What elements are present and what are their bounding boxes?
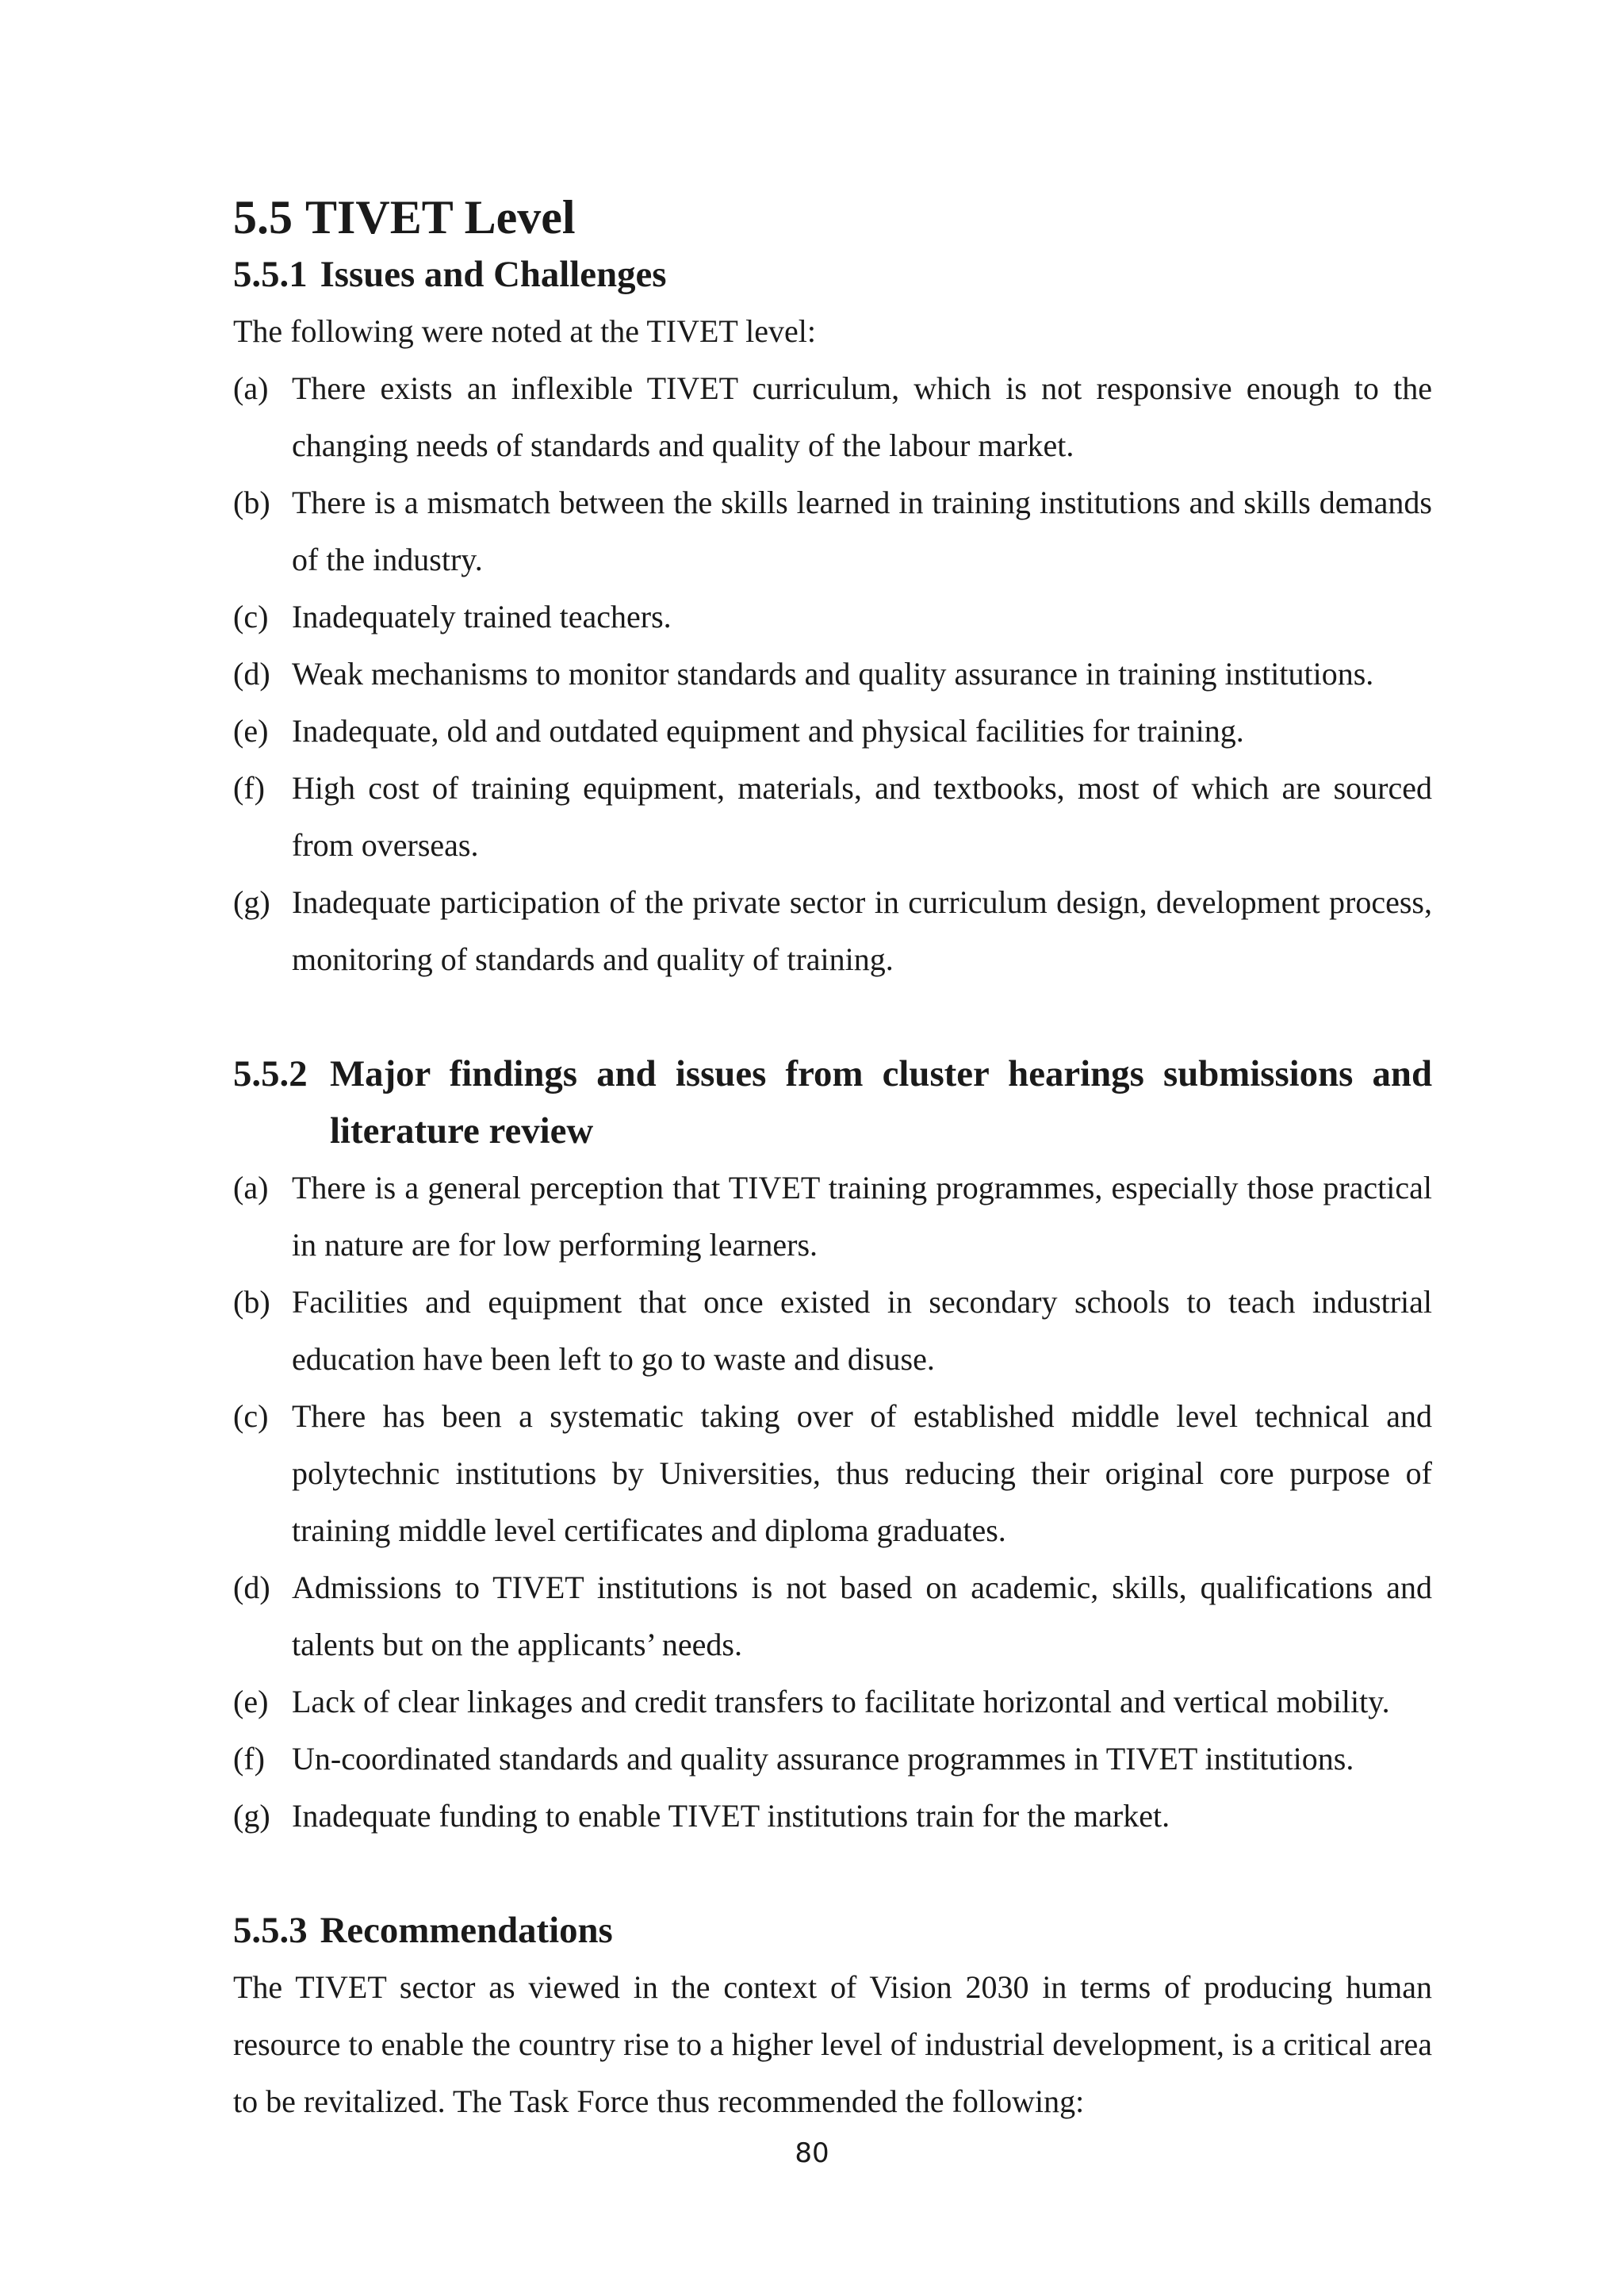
- list-marker: (a): [233, 1170, 269, 1205]
- list-item-text: Inadequate, old and outdated equipment and physical facilities for training.: [292, 713, 1244, 749]
- list-item: [233, 646, 1432, 703]
- list-item: [233, 1559, 1432, 1673]
- list-item-text: Lack of clear linkages and credit transfers to facilitate horizontal and vertical mobility.: [292, 1684, 1390, 1719]
- list-marker: (c): [233, 599, 269, 634]
- findings-list: [233, 1159, 1432, 1845]
- list-item: [233, 703, 1432, 760]
- subsection-3-title: Recommendations: [320, 1910, 613, 1951]
- issues-list: [233, 360, 1432, 988]
- subsection-1-intro: The following were noted at the TIVET level:: [233, 313, 816, 349]
- section-heading: [233, 189, 1432, 246]
- list-item-text: There has been a systematic taking over of established middle level technical and polytechnic institutions by Universities, thus reducing their original core purpose of training middle level certificates and diploma graduates.: [292, 1398, 1432, 1548]
- list-item-text: High cost of training equipment, materials, and textbooks, most of which are sourced from overseas.: [292, 770, 1432, 863]
- list-item: [233, 588, 1432, 646]
- list-marker: (a): [233, 370, 269, 406]
- recommendations-paragraph: The TIVET sector as viewed in the context of Vision 2030 in terms of producing human resource to enable the country rise to a higher level of industrial development, is a critical area to be revitalized. The Task Force thus recommended the following:: [233, 1969, 1432, 2119]
- subsection-1-number: 5.5.1: [233, 254, 308, 295]
- page-content: [233, 189, 1432, 2130]
- list-item: [233, 1788, 1432, 1845]
- list-marker: (f): [233, 770, 265, 806]
- subsection-3-heading: [233, 1902, 1432, 1959]
- section-spacer: [233, 988, 1432, 1045]
- section-title: TIVET Level: [305, 191, 576, 243]
- list-marker: (f): [233, 1741, 265, 1777]
- list-item-text: Weak mechanisms to monitor standards and quality assurance in training institutions.: [292, 656, 1374, 692]
- list-item: [233, 360, 1432, 474]
- list-marker: (g): [233, 884, 270, 920]
- list-item-text: Inadequately trained teachers.: [292, 599, 672, 634]
- subsection-3-number: 5.5.3: [233, 1910, 308, 1951]
- list-item-text: There is a mismatch between the skills learned in training institutions and skills demands of the industry.: [292, 485, 1432, 577]
- page-number: 80: [795, 2137, 829, 2169]
- list-marker: (e): [233, 1684, 269, 1719]
- list-marker: (c): [233, 1398, 269, 1434]
- list-item: [233, 1731, 1432, 1788]
- list-marker: (b): [233, 485, 270, 520]
- list-marker: (d): [233, 1570, 270, 1605]
- list-item: [233, 1159, 1432, 1274]
- subsection-1-heading: [233, 246, 1432, 303]
- list-item: [233, 874, 1432, 988]
- list-item-text: Admissions to TIVET institutions is not based on academic, skills, qualifications and talents but on the applicants’ needs.: [292, 1570, 1432, 1662]
- list-item-text: There exists an inflexible TIVET curriculum, which is not responsive enough to the changing needs of standards and quality of the labour market.: [292, 370, 1432, 463]
- list-item-text: Inadequate participation of the private sector in curriculum design, development process, monitoring of standards and quality of training.: [292, 884, 1432, 977]
- subsection-2-number: 5.5.2: [233, 1053, 308, 1094]
- subsection-1-title: Issues and Challenges: [320, 254, 667, 295]
- list-marker: (d): [233, 656, 270, 692]
- list-item: [233, 1274, 1432, 1388]
- list-item-text: Un-coordinated standards and quality assurance programmes in TIVET institutions.: [292, 1741, 1354, 1777]
- list-marker: (b): [233, 1284, 270, 1320]
- list-item-text: Facilities and equipment that once existed in secondary schools to teach industrial education have been left to go to waste and disuse.: [292, 1284, 1432, 1377]
- section-number: 5.5: [233, 191, 293, 243]
- subsection-2-title: Major findings and issues from cluster hearings submissions and literature review: [330, 1053, 1432, 1152]
- list-item-text: There is a general perception that TIVET training programmes, especially those practical in nature are for low performing learners.: [292, 1170, 1432, 1263]
- list-marker: (g): [233, 1798, 270, 1834]
- list-item: [233, 474, 1432, 588]
- list-item: [233, 1673, 1432, 1731]
- section-spacer: [233, 1845, 1432, 1902]
- list-marker: (e): [233, 713, 269, 749]
- subsection-2-heading: [233, 1045, 1432, 1159]
- list-item-text: Inadequate funding to enable TIVET institutions train for the market.: [292, 1798, 1170, 1834]
- list-item: [233, 1388, 1432, 1559]
- list-item: [233, 760, 1432, 874]
